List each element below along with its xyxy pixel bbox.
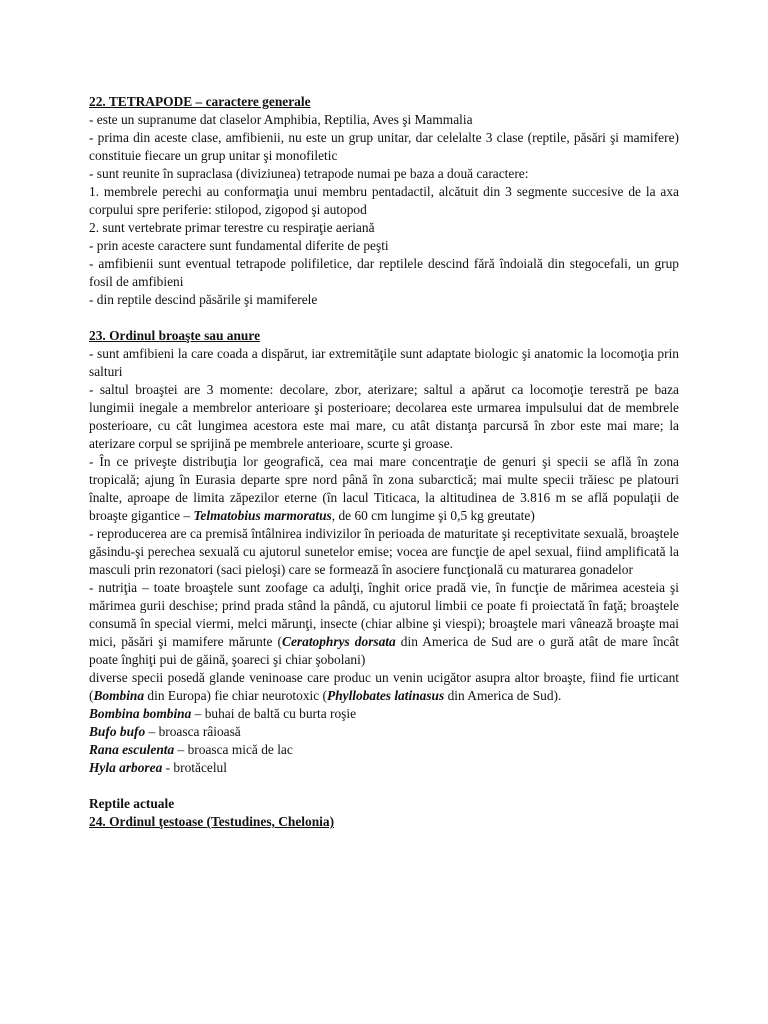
section-22-line: 2. sunt vertebrate primar terestre cu respiraţie aeriană [89,220,375,235]
species-name: Telmatobius marmoratus [193,508,332,523]
text-run: diverse specii posedă glande veninoase care produc un venin ucigător asupra altor broaşte, fiind fie urticant ( [89,670,679,703]
species-entry [89,741,679,759]
text-run: din America de Sud are o gură atât de mare încât poate înghiţi pui de găină, şoareci şi chiar şobolani) [89,634,679,667]
section-24-heading: 24. Ordinul ţestoase (Testudines, Chelonia) [89,814,335,829]
section-23-heading: 23. Ordinul broaşte sau anure [89,328,261,343]
section-22-line: - prin aceste caractere sunt fundamental diferite de peşti [89,238,389,253]
subsection-title: Reptile actuale [89,796,175,811]
species-name: Rana esculenta [89,742,175,757]
section-22-line: - este un supranume dat claselor Amphibia, Reptilia, Aves şi Mammalia [89,112,473,127]
section-23-paragraph [89,669,679,705]
text-run: din Europa) fie chiar neurotoxic ( [144,688,328,703]
section-22-line: - prima din aceste clase, amfibienii, nu este un grup unitar, dar celelalte 3 clase (reptile, păsări şi mamifere) constituie fiecare un grup unitar şi monofiletic [89,130,679,163]
species-name: Ceratophrys dorsata [282,634,396,649]
section-22-line: - sunt reunite în supraclasa (diviziunea) tetrapode numai pe baza a două caractere: [89,166,529,181]
species-entry [89,759,679,777]
section-23-paragraph: - reproducerea are ca premisă întâlnirea indivizilor în perioada de maturitate şi receptivitate sexuală, broaştele găsindu-şi perechea sexuală cu ajutorul sunetelor emise; vocea are funcţie de apel sexual, fiind amplificată la masculi prin rezonatori (saci pieloşi) care se formează în asociere funcţională cu maturarea gonadelor [89,526,679,577]
spacer [89,777,679,795]
text-run: , de 60 cm lungime şi 0,5 kg greutate) [331,508,535,523]
section-22-line: 1. membrele perechi au conformaţia unui membru pentadactil, alcătuit din 3 segmente succesive de la axa corpului spre periferie: stilopod, zigopod şi autopod [89,184,679,217]
section-22-line: - din reptile descind păsările şi mamiferele [89,292,318,307]
species-name: Phyllobates latinasus [327,688,445,703]
species-description: - brotăcelul [162,760,227,775]
species-name: Bombina [93,688,145,703]
species-description: – buhai de baltă cu burta roşie [191,706,357,721]
species-name: Bufo bufo [89,724,146,739]
species-name: Bombina bombina [89,706,192,721]
text-run: din America de Sud). [444,688,562,703]
species-description: – broasca râioasă [145,724,241,739]
section-23-paragraph: - sunt amfibieni la care coada a dispărut, iar extremităţile sunt adaptate biologic şi anatomic la locomoţia prin salturi [89,346,679,379]
species-description: – broasca mică de lac [174,742,293,757]
text-run: - În ce priveşte distribuţia lor geografică, cea mai mare concentraţie de genuri şi specii se află în zona tropicală; ajung în Eurasia departe spre nord până în zona subarctică; mai multe specii trăiesc pe platouri înalte, aproape de limita zăpezilor eterne (în lacul Titicaca, la altitudinea de 3.816 m se află populaţii de broaşte gigantice – [89,454,679,523]
species-entry [89,723,679,741]
document-page [89,93,679,831]
section-23-paragraph [89,579,679,669]
text-run: - nutriţia – toate broaştele sunt zoofage ca adulţi, înghit orice pradă vie, în funcţie de mărimea acesteia şi mărimea gurii deschise; prind prada stând la pândă, cu ajutorul limbii ce poate fi proiectată în faţă; broaştele consumă în special viermi, melci mărunţi, insecte (chiar albine şi viespi); broaştele mari vânează broaşte mai mici, păsări şi mamifere mărunte ( [89,580,679,649]
species-entry [89,705,679,723]
section-22-line: - amfibienii sunt eventual tetrapode polifiletice, dar reptilele descind fără îndoială din stegocefali, un grup fosil de amfibieni [89,256,679,289]
section-23-paragraph [89,453,679,525]
spacer [89,309,679,327]
section-23-paragraph: - saltul broaştei are 3 momente: decolare, zbor, aterizare; saltul a apărut ca locomoţie terestră pe baza lungimii inegale a membrelor anterioare şi posterioare; decolarea este urmarea impulsului dat de membrele posterioare, cu cât lungimea acestora este mai mare, cu atât distanţa parcursă în zbor este mai mare; la aterizare corpul se sprijină pe membrele anterioare, scurte şi groase. [89,382,679,451]
section-22-heading: 22. TETRAPODE – caractere generale [89,94,311,109]
species-name: Hyla arborea [89,760,163,775]
